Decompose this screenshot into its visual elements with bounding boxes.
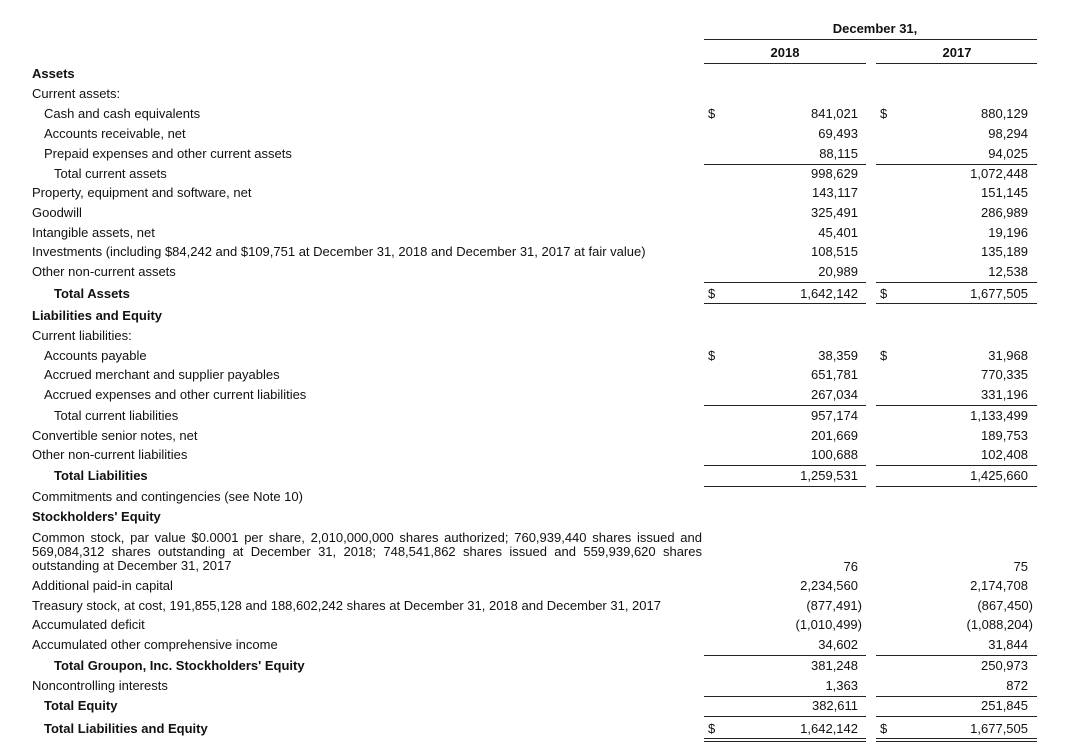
row-label: Total Assets xyxy=(54,286,130,301)
row-label: Investments (including $84,242 and $109,751 at December 31, 2018 and December 31, 2017 at fair value) xyxy=(32,244,646,259)
row-label: Stockholders' Equity xyxy=(32,509,161,524)
subtotal-rule xyxy=(704,405,866,406)
year-2018-header: 2018 xyxy=(770,45,800,60)
subtotal-rule xyxy=(876,164,1037,165)
year-2017-header-rule xyxy=(876,63,1037,64)
value-2018: 100,688 xyxy=(811,447,858,462)
row-label: Total Liabilities xyxy=(54,468,148,483)
dollar-sign: $ xyxy=(708,348,716,363)
subtotal-rule xyxy=(704,716,866,717)
row-label: Total current liabilities xyxy=(54,408,179,423)
subtotal-rule xyxy=(704,465,866,466)
value-2018: (1,010,499) xyxy=(795,617,862,632)
value-2017: 1,677,505 xyxy=(970,721,1028,736)
row-label: Property, equipment and software, net xyxy=(32,185,252,200)
value-2018: (877,491) xyxy=(806,598,862,613)
subtotal-rule xyxy=(876,655,1037,656)
subtotal-rule xyxy=(704,655,866,656)
subtotal-rule xyxy=(704,696,866,697)
subtotal-rule xyxy=(704,282,866,283)
row-label: Current liabilities: xyxy=(32,328,132,343)
value-2018: 1,642,142 xyxy=(800,721,858,736)
row-label: Total current assets xyxy=(54,166,167,181)
value-2017: 98,294 xyxy=(988,126,1028,141)
row-label: Total Groupon, Inc. Stockholders' Equity xyxy=(54,658,305,673)
row-label: Total Equity xyxy=(44,698,118,713)
value-2018: 841,021 xyxy=(811,106,858,121)
value-2018: 325,491 xyxy=(811,205,858,220)
dollar-sign: $ xyxy=(880,106,888,121)
row-label: Additional paid-in capital xyxy=(32,578,173,593)
dollar-sign: $ xyxy=(708,286,716,301)
value-2018: 382,611 xyxy=(811,698,858,713)
double-total-rule xyxy=(704,738,866,739)
dollar-sign: $ xyxy=(708,106,716,121)
row-label: Treasury stock, at cost, 191,855,128 and 188,602,242 shares at December 31, 2018 and December 31, 2017 xyxy=(32,598,661,613)
value-2017: 1,677,505 xyxy=(970,286,1028,301)
value-2017: (867,450) xyxy=(977,598,1033,613)
subtotal-rule xyxy=(876,405,1037,406)
dollar-sign: $ xyxy=(880,348,888,363)
row-label: Goodwill xyxy=(32,205,82,220)
value-2018: 76 xyxy=(843,559,858,574)
total-rule xyxy=(704,303,866,304)
row-label: Other non-current assets xyxy=(32,264,176,279)
row-label-line: 569,084,312 shares outstanding at December 31, 2018; 748,541,862 shares issued and 559,939,620 shares xyxy=(32,544,702,559)
value-2017: 189,753 xyxy=(981,428,1028,443)
year-2018-header-rule xyxy=(704,63,866,64)
value-2017: 286,989 xyxy=(981,205,1028,220)
value-2017: 331,196 xyxy=(981,387,1028,402)
row-label: Accumulated deficit xyxy=(32,617,145,632)
row-label: Accounts payable xyxy=(44,348,147,363)
total-rule xyxy=(704,486,866,487)
common-stock-description xyxy=(32,531,702,573)
value-2018: 381,248 xyxy=(811,658,858,673)
row-label: Total Liabilities and Equity xyxy=(44,721,208,736)
value-2017: 1,072,448 xyxy=(970,166,1028,181)
period-header: December 31, xyxy=(832,21,918,36)
row-label: Accrued expenses and other current liabilities xyxy=(44,387,307,402)
year-2017-header: 2017 xyxy=(942,45,972,60)
row-label: Intangible assets, net xyxy=(32,225,155,240)
value-2018: 2,234,560 xyxy=(800,578,858,593)
row-label: Current assets: xyxy=(32,86,121,101)
subtotal-rule xyxy=(876,465,1037,466)
value-2017: 770,335 xyxy=(981,367,1028,382)
row-label: Liabilities and Equity xyxy=(32,308,163,323)
value-2018: 201,669 xyxy=(811,428,858,443)
value-2017: 151,145 xyxy=(981,185,1028,200)
value-2018: 1,642,142 xyxy=(800,286,858,301)
value-2018: 957,174 xyxy=(811,408,858,423)
value-2017: 2,174,708 xyxy=(970,578,1028,593)
value-2018: 143,117 xyxy=(811,185,858,200)
value-2018: 1,363 xyxy=(825,678,858,693)
value-2017: 12,538 xyxy=(988,264,1028,279)
total-rule xyxy=(876,486,1037,487)
value-2017: 1,133,499 xyxy=(970,408,1028,423)
value-2017: 31,844 xyxy=(988,637,1028,652)
value-2017: 94,025 xyxy=(988,146,1028,161)
double-total-rule xyxy=(876,741,1037,742)
double-total-rule xyxy=(876,738,1037,739)
value-2017: 19,196 xyxy=(988,225,1028,240)
value-2017: 880,129 xyxy=(981,106,1028,121)
row-label: Prepaid expenses and other current assets xyxy=(44,146,292,161)
subtotal-rule xyxy=(876,716,1037,717)
value-2017: 251,845 xyxy=(981,698,1028,713)
value-2018: 34,602 xyxy=(818,637,858,652)
value-2018: 267,034 xyxy=(811,387,858,402)
row-label: Convertible senior notes, net xyxy=(32,428,198,443)
value-2018: 20,989 xyxy=(818,264,858,279)
value-2017: 872 xyxy=(1006,678,1028,693)
value-2018: 88,115 xyxy=(819,146,858,161)
dollar-sign: $ xyxy=(880,721,888,736)
row-label: Accrued merchant and supplier payables xyxy=(44,367,280,382)
row-label-line: outstanding at December 31, 2017 xyxy=(32,558,232,573)
value-2017: 102,408 xyxy=(981,447,1028,462)
dollar-sign: $ xyxy=(708,721,716,736)
dollar-sign: $ xyxy=(880,286,888,301)
row-label: Assets xyxy=(32,66,75,81)
value-2018: 69,493 xyxy=(818,126,858,141)
subtotal-rule xyxy=(704,164,866,165)
value-2017: (1,088,204) xyxy=(966,617,1033,632)
period-header-rule xyxy=(704,39,1037,40)
row-label: Cash and cash equivalents xyxy=(44,106,201,121)
double-total-rule xyxy=(704,741,866,742)
subtotal-rule xyxy=(876,282,1037,283)
value-2017: 1,425,660 xyxy=(970,468,1028,483)
row-label: Accounts receivable, net xyxy=(44,126,186,141)
subtotal-rule xyxy=(876,696,1037,697)
row-label-line: Common stock, par value $0.0001 per share, 2,010,000,000 shares authorized; 760,939,440 shares issued and xyxy=(32,530,702,545)
value-2018: 1,259,531 xyxy=(800,468,858,483)
value-2017: 135,189 xyxy=(981,244,1028,259)
row-label: Commitments and contingencies (see Note 10) xyxy=(32,489,303,504)
value-2018: 38,359 xyxy=(818,348,858,363)
value-2018: 45,401 xyxy=(818,225,858,240)
row-label: Noncontrolling interests xyxy=(32,678,168,693)
total-rule xyxy=(876,303,1037,304)
row-label: Other non-current liabilities xyxy=(32,447,188,462)
value-2018: 651,781 xyxy=(811,367,858,382)
value-2018: 998,629 xyxy=(811,166,858,181)
value-2018: 108,515 xyxy=(811,244,858,259)
row-label: Accumulated other comprehensive income xyxy=(32,637,278,652)
value-2017: 75 xyxy=(1013,559,1028,574)
value-2017: 31,968 xyxy=(988,348,1028,363)
value-2017: 250,973 xyxy=(981,658,1028,673)
